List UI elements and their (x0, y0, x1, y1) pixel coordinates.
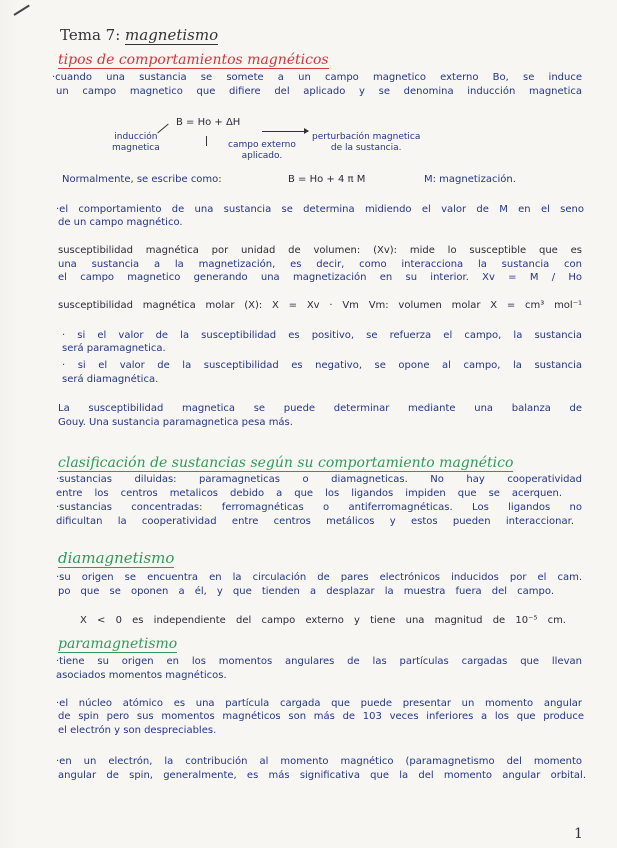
heading-tipos-text: tipos de comportamientos magnéticos (58, 52, 329, 68)
formula-B2: B = Ho + 4 π M (288, 174, 366, 185)
negativo-1: · si el valor de la susceptibilidad es negativo, se opone al campo, la sustancia (62, 360, 582, 371)
balanza-2: Gouy. Una sustancia paramagnetica pesa más. (58, 417, 293, 428)
comportamiento-1: ·el comportamiento de una sustancia se determina midiendo el valor de M en el seno (56, 204, 584, 215)
title-prefix: Tema 7: (60, 26, 121, 44)
clasificacion-1: ·sustancias diluidas: paramagneticas o diamagneticas. No hay cooperatividad (56, 474, 582, 485)
balanza-1: La susceptibilidad magnetica se puede determinar mediante una balanza de (58, 403, 582, 414)
electron-2: angular de spin, generalmente, es más significativa que la del momento angular orbital. (58, 770, 586, 781)
magnetizacion-label: M: magnetización. (424, 174, 516, 185)
arrow-to-campo (206, 136, 207, 146)
paramagnetismo-origen-1: ·tiene su origen en los momentos angulares de las partículas cargadas que llevan (56, 656, 582, 667)
arrow-to-induccion (157, 124, 168, 134)
heading-paramagnetismo: paramagnetismo (58, 636, 178, 652)
nucleo-3: el electrón y son despreciables. (58, 725, 217, 736)
susc-vol-2: una sustancia a la magnetización, es decir, como interacciona la sustancia con (58, 259, 582, 270)
susc-molar: susceptibilidad magnética molar (X): X = Xv · Vm Vm: volumen molar X = cm³ mol⁻¹ (58, 300, 582, 311)
arrow-to-perturbacion (262, 131, 308, 132)
page-number: 1 (574, 826, 583, 842)
electron-1: ·en un electrón, la contribución al momento magnético (paramagnetismo del momento (56, 756, 582, 767)
positivo-1: · si el valor de la susceptibilidad es positivo, se refuerza el campo, la sustancia (62, 330, 582, 341)
susc-vol-1: susceptibilidad magnética por unidad de volumen: (Xv): mide lo susceptible que es (58, 245, 582, 256)
annotation-perturbacion: perturbación magnetica de la sustancia. (312, 132, 421, 153)
nucleo-2: de spin pero sus momentos magnéticos son más de 103 veces inferiores a los que produce (58, 711, 584, 722)
negativo-2: será diamagnética. (62, 374, 159, 385)
normalmente-text: Normalmente, se escribe como: (62, 174, 222, 185)
diamagnetismo-valor: X < 0 es independiente del campo externo y tiene una magnitud de 10⁻⁵ cm. (80, 615, 566, 626)
heading-tipos (58, 52, 329, 68)
clasificacion-4: dificultan la cooperatividad entre centros metálicos y estos pueden interaccionar. (56, 516, 574, 527)
comportamiento-2: de un campo magnético. (58, 217, 183, 228)
title-topic: magnetismo (125, 26, 219, 44)
tipos-intro-2: un campo magnetico que difiere del aplicado y se denomina inducción magnetica (56, 86, 582, 97)
diamagnetismo-2: po que se oponen a él, y que tienden a desplazar la muestra fuera del campo. (58, 586, 554, 597)
clasificacion-2: entre los centros metalicos debido a que los ligandos impiden que se acerquen. (56, 488, 562, 499)
paramagnetismo-origen-2: asociados momentos magnéticos. (56, 670, 227, 681)
heading-diamagnetismo: diamagnetismo (58, 549, 175, 567)
page-title (60, 26, 218, 44)
positivo-2: será paramagnetica. (62, 343, 166, 354)
susc-vol-3: el campo magnetico generando una magnetización en su interior. Xv = M / Ho (58, 272, 582, 283)
tipos-intro-1: ·cuando una sustancia se somete a un campo magnetico externo Bo, se induce (52, 72, 582, 83)
clasificacion-3: ·sustancias concentradas: ferromagnéticas o antiferromagnéticas. Los ligandos no (56, 502, 582, 513)
corner-pen-mark (13, 5, 29, 16)
nucleo-1: ·el núcleo atómico es una partícula cargada que puede presentar un momento angular (56, 698, 582, 709)
formula-B: B = Ho + ΔH (176, 117, 241, 128)
diamagnetismo-1: ·su origen se encuentra en la circulación de pares electrónicos inducidos por el cam. (56, 572, 582, 583)
annotation-campo-externo: campo externo aplicado. (228, 140, 296, 161)
heading-clasificacion: clasificación de sustancias según su comportamiento magnético (58, 455, 514, 471)
annotation-induccion: inducción magnetica (112, 132, 160, 153)
